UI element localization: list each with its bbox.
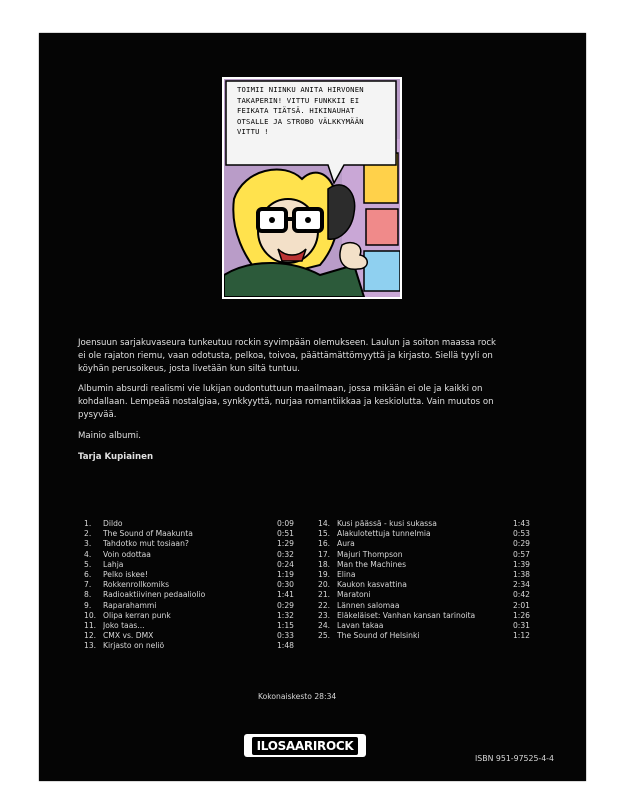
track-title: Aura	[337, 539, 355, 549]
track-row	[318, 529, 530, 539]
track-duration: 1:29	[276, 539, 294, 549]
blurb-text	[78, 337, 498, 471]
track-list-left	[84, 519, 294, 651]
track-row	[318, 631, 530, 641]
track-title: Raparahammi	[103, 600, 157, 610]
track-title: Radioaktiivinen pedaaliolio	[103, 590, 206, 600]
track-duration: 1:12	[512, 631, 530, 641]
blurb-paragraph-1: Joensuun sarjakuvaseura tunkeutuu rockin syvimpään olemukseen. Laulun ja soiton maassa rock ei ole rajaton riemu, vaan odotusta, pelkoa, toivoa, päättämättömyyttä ja kirjasto. Siellä tyyli on köyhän perusoikeus, josta livetään kun siltä tuntuu.	[78, 338, 497, 374]
track-title: Kusi päässä - kusi sukassa	[337, 519, 437, 528]
track-duration: 1:43	[512, 519, 530, 528]
track-title: Lavan takaa	[337, 620, 384, 630]
track-title: Man the Machines	[337, 559, 407, 569]
track-title: Eläkeläiset: Vanhan kansan tarinoita	[337, 610, 476, 620]
track-title: Voin odottaa	[103, 549, 151, 559]
track-number: 12.	[84, 631, 97, 641]
track-title: Alakulotettuja tunnelmia	[337, 529, 431, 539]
track-duration: 0:42	[512, 590, 530, 600]
track-row	[84, 601, 294, 611]
track-row	[84, 529, 294, 539]
track-row	[84, 570, 294, 580]
comic-panel	[222, 77, 402, 299]
track-title: Dildo	[103, 519, 123, 528]
track-duration: 0:33	[276, 631, 294, 641]
track-row	[318, 519, 530, 529]
track-number: 10.	[84, 610, 97, 620]
track-row	[318, 580, 530, 590]
track-row	[318, 601, 530, 611]
track-number: 19.	[318, 569, 331, 579]
track-duration: 0:31	[512, 620, 530, 630]
blurb-author: Tarja Kupiainen	[78, 451, 154, 462]
track-number: 9.	[84, 600, 92, 610]
track-number: 22.	[318, 600, 331, 610]
track-duration: 1:41	[276, 590, 294, 600]
track-row	[84, 550, 294, 560]
track-duration: 0:53	[512, 529, 530, 539]
track-number: 23.	[318, 610, 331, 620]
track-title: Maratoni	[337, 590, 371, 600]
track-number: 17.	[318, 549, 331, 559]
track-duration: 0:32	[276, 549, 294, 559]
track-title: Elina	[337, 569, 356, 579]
track-title: Kirjasto on neliö	[103, 641, 165, 651]
track-duration: 0:57	[512, 549, 530, 559]
publisher-logo	[244, 734, 366, 757]
track-number: 11.	[84, 620, 97, 630]
track-title: The Sound of Helsinki	[337, 631, 420, 641]
track-title: Rokkenrollkomiks	[103, 580, 170, 590]
blurb-paragraph-3: Mainio albumi.	[78, 430, 141, 441]
track-number: 2.	[84, 529, 92, 539]
track-list-right	[318, 519, 530, 641]
track-title: Olipa kerran punk	[103, 610, 171, 620]
track-row	[84, 631, 294, 641]
track-row	[84, 580, 294, 590]
total-duration: Kokonaiskesto 28:34	[258, 692, 337, 701]
track-title: The Sound of Maakunta	[103, 529, 193, 539]
track-row	[318, 590, 530, 600]
track-row	[84, 519, 294, 529]
track-number: 6.	[84, 569, 92, 579]
track-title: Pelko iskee!	[103, 569, 148, 579]
track-title: Lännen salomaa	[337, 600, 400, 610]
track-duration: 1:15	[276, 620, 294, 630]
track-title: Joko taas...	[103, 620, 145, 630]
speech-bubble-text: TOIMII NIINKU ANITA HIRVONEN TAKAPERIN! VITTU FUNKKII EI FEIKATA TIÄTSÄ. HIKINAUHAT OTSALLE JA STROBO VÄLKKYMÄÄN VITTU !	[237, 85, 364, 136]
track-row	[318, 539, 530, 549]
track-duration: 0:51	[276, 529, 294, 539]
track-row	[318, 621, 530, 631]
track-duration: 1:39	[512, 559, 530, 569]
track-number: 4.	[84, 549, 92, 559]
track-duration: 0:29	[276, 600, 294, 610]
track-title: Majuri Thompson	[337, 549, 403, 559]
track-number: 7.	[84, 580, 92, 590]
track-number: 3.	[84, 539, 92, 549]
track-duration: 0:09	[276, 519, 294, 528]
track-title: Tahdotko mut tosiaan?	[103, 539, 189, 549]
track-row	[318, 611, 530, 621]
track-title: Kaukon kasvattina	[337, 580, 407, 590]
publisher-logo-text: ILOSAARIROCK	[252, 737, 359, 755]
track-row	[84, 590, 294, 600]
blurb-paragraph-2: Albumin absurdi realismi vie lukijan oudontuttuun maailmaan, jossa mikään ei ole ja kaikki on kohdallaan. Lempeää nostalgiaa, synkkyyttä, nurjaa romantiikkaa ja keskiolutta. Vain muutos on pysyvää.	[78, 384, 494, 420]
track-number: 18.	[318, 559, 331, 569]
track-number: 24.	[318, 620, 331, 630]
track-number: 16.	[318, 539, 331, 549]
track-number: 20.	[318, 580, 331, 590]
track-duration: 0:24	[276, 559, 294, 569]
track-row	[318, 570, 530, 580]
track-number: 14.	[318, 519, 331, 528]
track-duration: 2:01	[512, 600, 530, 610]
track-duration: 0:30	[276, 580, 294, 590]
track-duration: 1:26	[512, 610, 530, 620]
track-number: 25.	[318, 631, 331, 641]
track-duration: 1:38	[512, 569, 530, 579]
track-number: 1.	[84, 519, 92, 528]
track-title: CMX vs. DMX	[103, 631, 154, 641]
track-title: Lahja	[103, 559, 124, 569]
track-number: 21.	[318, 590, 331, 600]
track-duration: 1:19	[276, 569, 294, 579]
track-number: 15.	[318, 529, 331, 539]
track-duration: 1:32	[276, 610, 294, 620]
track-row	[318, 550, 530, 560]
isbn-code: ISBN 951-97525-4-4	[475, 754, 554, 763]
track-row	[84, 641, 294, 651]
track-row	[84, 539, 294, 549]
track-row	[84, 611, 294, 621]
track-duration: 1:48	[276, 641, 294, 651]
track-number: 13.	[84, 641, 97, 651]
track-row	[84, 560, 294, 570]
track-row	[318, 560, 530, 570]
track-number: 5.	[84, 559, 92, 569]
track-number: 8.	[84, 590, 92, 600]
track-duration: 0:29	[512, 539, 530, 549]
track-row	[84, 621, 294, 631]
track-duration: 2:34	[512, 580, 530, 590]
